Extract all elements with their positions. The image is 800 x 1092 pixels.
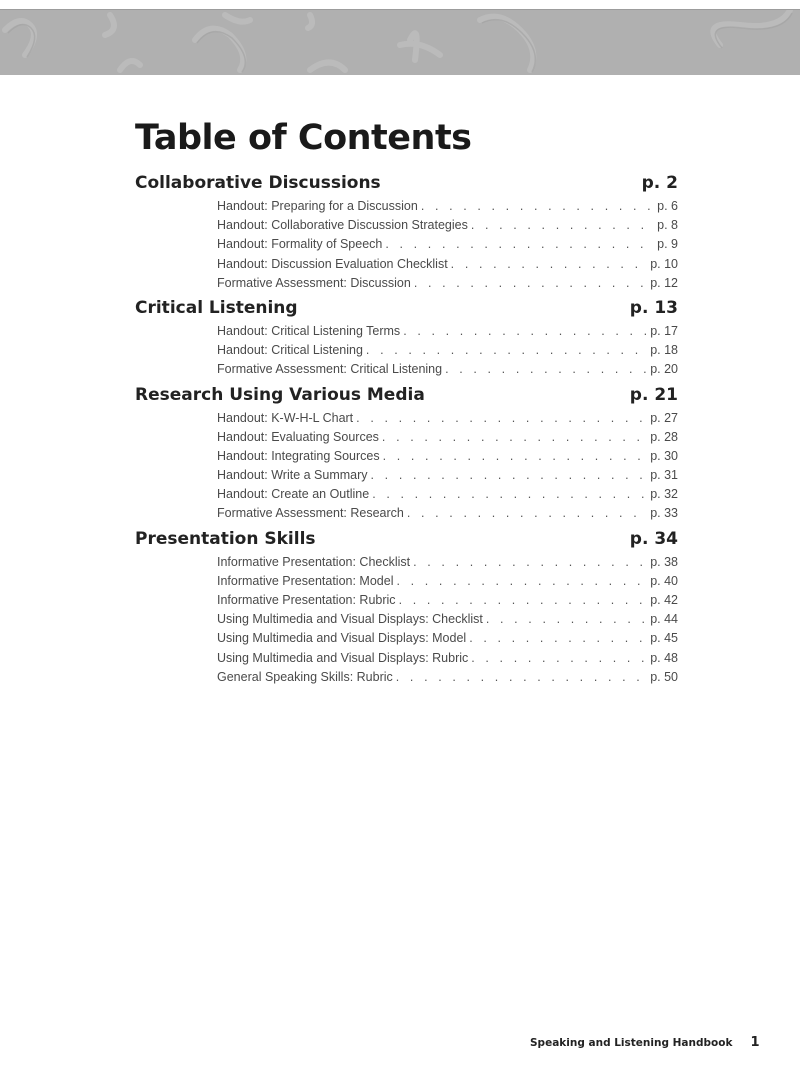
toc-entry[interactable] — [217, 593, 678, 612]
dot-leader — [385, 237, 654, 251]
page-footer — [530, 1035, 760, 1050]
dot-leader — [396, 670, 647, 684]
entry-page-number: p. 42 — [650, 593, 678, 607]
section-title: Critical Listening — [135, 297, 298, 318]
dot-leader — [396, 574, 647, 588]
dot-leader — [413, 555, 647, 569]
entry-page-number: p. 38 — [650, 554, 678, 569]
entry-label: Handout: Critical Listening — [217, 343, 363, 358]
toc-entry[interactable] — [217, 257, 678, 276]
entry-page-number: p. 50 — [650, 669, 678, 684]
section-page-number: p. 13 — [629, 297, 678, 318]
dot-leader — [486, 612, 647, 626]
entry-label: General Speaking Skills: Rubric — [217, 669, 393, 684]
section-heading[interactable] — [135, 298, 678, 324]
toc-entry[interactable] — [217, 651, 678, 670]
section-heading[interactable] — [135, 173, 678, 199]
dot-leader — [471, 218, 654, 232]
entry-label: Handout: Create an Outline — [217, 487, 370, 502]
toc-entry[interactable] — [217, 199, 678, 218]
entry-page-number: p. 18 — [650, 343, 678, 358]
entry-label: Informative Presentation: Rubric — [217, 593, 396, 607]
entry-label: Using Multimedia and Visual Displays: Rubric — [217, 650, 469, 665]
section-heading[interactable] — [135, 385, 678, 411]
section-page-number: p. 34 — [629, 528, 678, 549]
entry-page-number: p. 33 — [650, 506, 678, 521]
header-banner — [0, 9, 800, 75]
toc-section — [135, 385, 678, 526]
toc-entry[interactable] — [217, 506, 678, 525]
toc-section — [135, 298, 678, 382]
entry-label: Handout: Critical Listening Terms — [217, 323, 401, 338]
entry-label: Handout: Integrating Sources — [217, 448, 380, 463]
dot-leader — [356, 411, 647, 425]
toc-entry[interactable] — [217, 574, 678, 593]
dot-leader — [383, 449, 648, 463]
entry-page-number: p. 45 — [650, 631, 678, 646]
entry-page-number: p. 44 — [650, 612, 678, 627]
entry-page-number: p. 12 — [650, 275, 678, 290]
entry-page-number: p. 27 — [650, 410, 678, 425]
entry-page-number: p. 17 — [650, 323, 678, 338]
dot-leader — [371, 468, 648, 482]
toc-entry[interactable] — [217, 218, 678, 237]
entry-label: Using Multimedia and Visual Displays: Checklist — [217, 612, 483, 627]
entry-label: Formative Assessment: Discussion — [217, 275, 411, 290]
dot-leader — [407, 506, 647, 520]
toc-entry[interactable] — [217, 276, 678, 295]
entry-label: Formative Assessment: Critical Listening — [217, 362, 443, 377]
entry-label: Handout: Evaluating Sources — [217, 429, 379, 444]
dot-leader — [414, 276, 647, 290]
entry-label: Handout: Discussion Evaluation Checklist — [217, 256, 448, 271]
footer-page-number: 1 — [750, 1035, 760, 1050]
entry-page-number: p. 20 — [650, 362, 678, 377]
toc-section — [135, 529, 678, 689]
entry-page-number: p. 6 — [657, 199, 678, 213]
entry-label: Formative Assessment: Research — [217, 506, 404, 521]
dot-leader — [469, 631, 647, 645]
section-title: Collaborative Discussions — [135, 173, 381, 193]
entry-page-number: p. 9 — [657, 237, 678, 252]
toc-entry[interactable] — [217, 411, 678, 430]
entry-page-number: p. 28 — [650, 429, 678, 444]
section-title: Presentation Skills — [135, 528, 316, 549]
entry-page-number: p. 40 — [650, 573, 678, 588]
toc-section — [135, 173, 678, 295]
dot-leader — [372, 487, 647, 501]
page-title: Table of Contents — [135, 118, 472, 158]
entry-label: Handout: K-W-H-L Chart — [217, 410, 354, 425]
toc-entry[interactable] — [217, 670, 678, 689]
toc-entry[interactable] — [217, 631, 678, 650]
entry-page-number: p. 30 — [650, 448, 678, 463]
section-page-number: p. 21 — [629, 384, 678, 405]
dot-leader — [382, 430, 647, 444]
toc-entry[interactable] — [217, 468, 678, 487]
dot-leader — [366, 343, 647, 357]
entry-label: Handout: Write a Summary — [217, 468, 368, 483]
dot-leader — [399, 593, 648, 607]
dot-leader — [471, 651, 647, 665]
entry-page-number: p. 10 — [650, 256, 678, 271]
entry-page-number: p. 8 — [657, 218, 678, 233]
toc-entry[interactable] — [217, 487, 678, 506]
entry-label: Handout: Formality of Speech — [217, 237, 383, 252]
entry-page-number: p. 48 — [650, 650, 678, 665]
entry-page-number: p. 32 — [650, 487, 678, 502]
toc-entry[interactable] — [217, 343, 678, 362]
section-page-number: p. 2 — [641, 173, 678, 193]
entry-label: Using Multimedia and Visual Displays: Model — [217, 631, 467, 646]
section-heading[interactable] — [135, 529, 678, 555]
toc-entry[interactable] — [217, 362, 678, 381]
toc-entry[interactable] — [217, 555, 678, 574]
entry-label: Informative Presentation: Checklist — [217, 554, 411, 569]
dot-leader — [403, 324, 647, 338]
toc-entry[interactable] — [217, 612, 678, 631]
table-of-contents — [135, 173, 678, 692]
entry-page-number: p. 31 — [650, 468, 678, 483]
dot-leader — [445, 362, 647, 376]
entry-label: Handout: Preparing for a Discussion — [217, 199, 418, 213]
section-title: Research Using Various Media — [135, 384, 425, 405]
toc-entry[interactable] — [217, 324, 678, 343]
dot-leader — [421, 199, 654, 213]
entry-label: Informative Presentation: Model — [217, 573, 394, 588]
toc-entry[interactable] — [217, 237, 678, 256]
squiggle-pattern-icon — [0, 10, 800, 75]
dot-leader — [451, 257, 648, 271]
footer-book-title: Speaking and Listening Handbook — [530, 1037, 733, 1049]
entry-label: Handout: Collaborative Discussion Strategies — [217, 218, 468, 233]
toc-entry[interactable] — [217, 430, 678, 449]
toc-entry[interactable] — [217, 449, 678, 468]
